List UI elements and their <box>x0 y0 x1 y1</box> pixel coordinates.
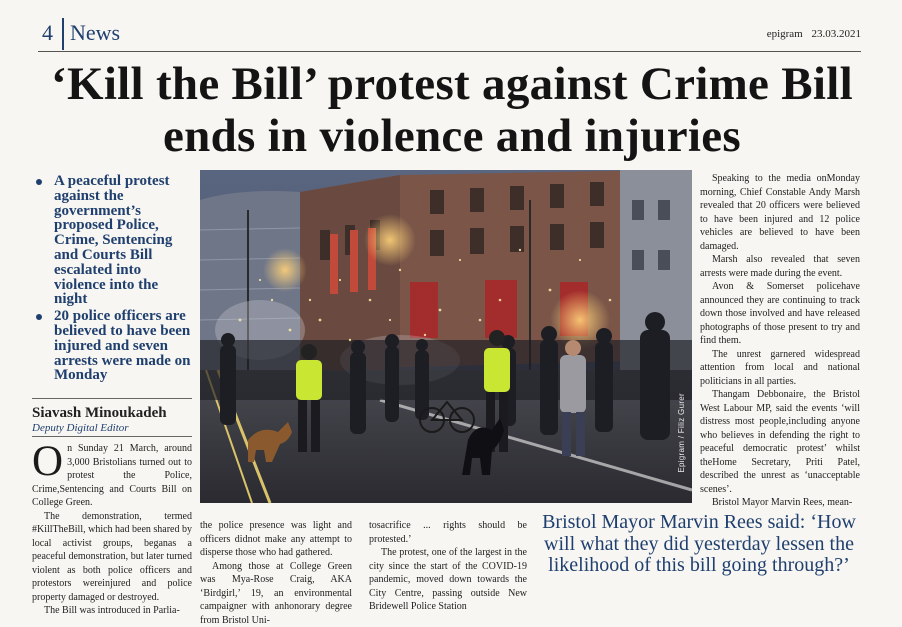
paragraph: Speaking to the media onMonday morning, Chief Constable Andy Marsh revealed that 20 officers were believed to have been injured and 12 police vehicles are believed to have been damaged. <box>700 172 860 253</box>
paragraph: Bristol Mayor Marvin Rees, mean- <box>700 496 860 510</box>
publication-meta <box>761 28 861 40</box>
paragraph: Marsh also revealed that seven arrests were made during the event. <box>700 253 860 280</box>
paragraph: the police presence was light and officers didnot make any attempt to disperse those who had gathered. <box>200 519 352 560</box>
paragraph: The Bill was introduced in Parlia- <box>32 604 192 618</box>
section-title: News <box>70 20 120 46</box>
publication-name: epigram <box>767 28 803 40</box>
article-column-3 <box>369 519 527 614</box>
author-name: Siavash Minoukadeh <box>32 405 192 421</box>
paragraph: tosacrifice ... rights should be protested.’ <box>369 519 527 546</box>
lead-text: n Sunday 21 March, around 3,000 Bristolians turned out to protest the Police, Crime,Sentencing and Courts Bill on College Green. <box>32 443 192 508</box>
protest-photo <box>200 170 692 503</box>
paragraph: The protest, one of the largest in the city since the start of the COVID-19 pandemic, moved down towards the City Centre, passing outside New Bridewell Police Station <box>369 546 527 614</box>
standfirst-bullets <box>34 174 192 385</box>
article-column-1 <box>32 442 192 618</box>
paragraph: Thangam Debbonaire, the Bristol West Labour MP, said the events ‘will distress most people,including anyone who believes in defending the right to peaceful democratic protest’ whilst theHome Secretary, Priti Patel, described the unrest as ‘unacceptable scenes’. <box>700 388 860 496</box>
paragraph: Avon & Somerset policehave announced they are continuing to track down those involved and have released photographs of those present to try and find them. <box>700 280 860 348</box>
page-number: 4 <box>42 20 53 46</box>
paragraph: The unrest garnered widespread attention from local and national politicians in all parties. <box>700 348 860 389</box>
photo-credit: Epigram / Filiz Gurer <box>677 393 686 473</box>
paragraph: The demonstration, termed #KillTheBill, which had been shared by local activist groups, beganas a peaceful demonstration, but later turned violent as both police officers and protestors wereinjured and police property damaged or destroyed. <box>32 510 192 605</box>
article-column-4 <box>700 172 860 510</box>
lead-paragraph <box>32 442 192 510</box>
headline: ‘Kill the Bill’ protest against Crime Bill ends in violence and injuries <box>20 58 884 162</box>
photo-illustration <box>200 170 692 503</box>
byline <box>32 398 192 435</box>
page-header <box>38 18 861 52</box>
header-divider <box>62 18 64 50</box>
article-column-2 <box>200 519 352 627</box>
author-role: Deputy Digital Editor <box>32 421 192 435</box>
issue-date: 23.03.2021 <box>812 28 862 40</box>
drop-cap: O <box>32 444 63 480</box>
bullet-item: 20 police officers are believed to have been injured and seven arrests were made on Monday <box>34 309 192 383</box>
paragraph: Among those at College Green was Mya-Rose Craig, AKA ‘Birdgirl,’ 19, an environmental campaigner with anhonorary degree from Bristol Uni- <box>200 560 352 627</box>
bullet-item: A peaceful protest against the government’s proposed Police, Crime, Sentencing and Courts Bill escalated into violence into the night <box>34 174 192 307</box>
pull-quote: Bristol Mayor Marvin Rees said: ‘How will what they did yesterday lessen the likelihood of this bill going through?’ <box>534 512 864 577</box>
byline-rule <box>32 436 192 437</box>
